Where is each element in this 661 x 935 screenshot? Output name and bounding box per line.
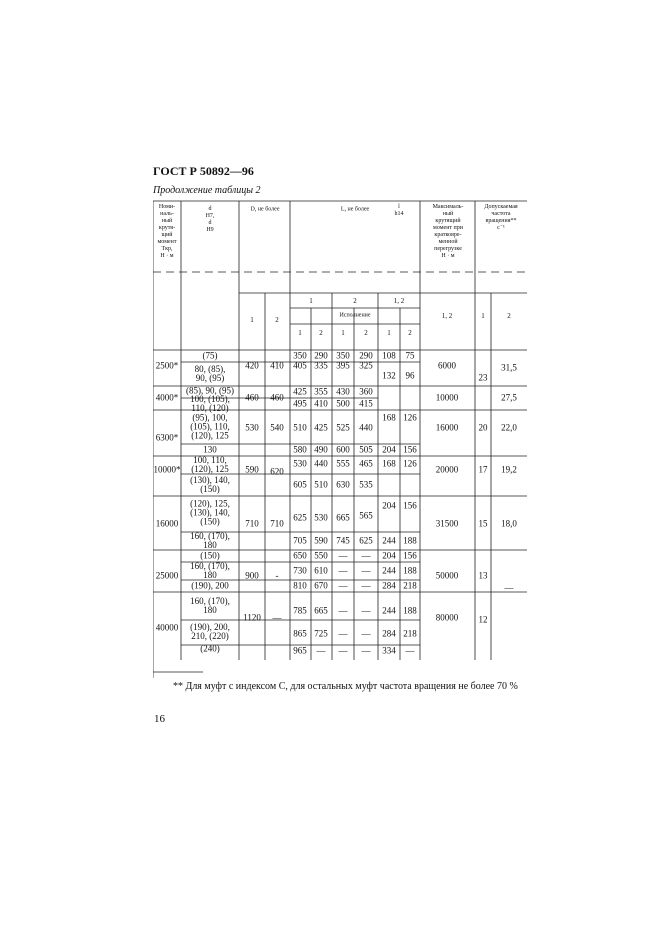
table-cell-L: — bbox=[361, 565, 371, 576]
table-cell-L: 625 bbox=[293, 512, 307, 523]
table-cell-D1: 900 bbox=[245, 570, 259, 581]
table-cell-L: 530 bbox=[293, 458, 307, 469]
table-cell-L: 355 bbox=[314, 386, 328, 397]
data-table bbox=[153, 200, 527, 678]
table-cell-L: 565 bbox=[359, 510, 373, 521]
table-cell-L: 505 bbox=[359, 444, 373, 455]
table-cell-d: (190), 200 bbox=[191, 580, 229, 591]
table-cell-l: 244 bbox=[382, 535, 396, 546]
table-cell-D1: 1120 bbox=[243, 612, 261, 623]
table-cell-L: 290 bbox=[314, 350, 328, 361]
table-cell-L: 705 bbox=[293, 535, 307, 546]
table-cell-speed-1: 17 bbox=[478, 464, 488, 475]
table-cell-L: — bbox=[361, 550, 371, 561]
header-v5: 1 bbox=[387, 329, 391, 337]
table-cell-l: 204 bbox=[382, 550, 396, 561]
table-cell-l: 284 bbox=[382, 580, 396, 591]
table-cell-d: 100, (105), 110, (120) bbox=[190, 394, 230, 413]
table-cell-L: — bbox=[316, 645, 326, 656]
table-cell-D2: 620 bbox=[270, 466, 284, 477]
table-cell-l: 108 bbox=[382, 350, 396, 361]
table-cell-D2: 460 bbox=[270, 392, 284, 403]
table-cell-d: (240) bbox=[200, 643, 220, 654]
header-v6: 2 bbox=[408, 329, 412, 337]
header-speed-1: 1 bbox=[481, 312, 485, 320]
table-cell-L: 405 bbox=[293, 360, 307, 371]
footnote: ** Для муфт с индексом С, для остальных муфт частота вращения не более 70 % bbox=[173, 681, 518, 692]
table-cell-D1: 710 bbox=[245, 518, 259, 529]
table-cell-L: 650 bbox=[293, 550, 307, 561]
header-L: L, не более bbox=[340, 206, 370, 213]
table-cell-l: 204 bbox=[382, 500, 396, 511]
table-cell-L: — bbox=[361, 605, 371, 616]
table-cell-d: (130), 140, (150) bbox=[190, 475, 230, 494]
table-cell-L: 670 bbox=[314, 580, 328, 591]
table-cell-d: (75) bbox=[202, 350, 218, 361]
table-cell-max-torque: 10000 bbox=[435, 392, 459, 403]
table-cell-d: 100, 110, (120), 125 bbox=[191, 455, 229, 474]
table-cell-L: 350 bbox=[336, 350, 350, 361]
table-cell-l: 75 bbox=[405, 350, 415, 361]
table-cell-L: 410 bbox=[314, 398, 328, 409]
table-cell-L: 350 bbox=[293, 350, 307, 361]
table-cell-D2: 540 bbox=[270, 422, 284, 433]
table-cell-d: 160, (170), 180 bbox=[190, 561, 230, 580]
table-cell-l: 156 bbox=[403, 500, 417, 511]
table-cell-speed-2: 19,2 bbox=[501, 464, 517, 475]
table-cell-L: 395 bbox=[336, 360, 350, 371]
table-cell-L: 865 bbox=[293, 628, 307, 639]
table-cell-d: 80, (85), 90, (95) bbox=[194, 364, 226, 383]
row-torque: 16000 bbox=[155, 518, 179, 529]
table-cell-l: 244 bbox=[382, 605, 396, 616]
table-cell-L: 600 bbox=[336, 444, 350, 455]
table-cell-speed-1: 15 bbox=[478, 518, 488, 529]
row-torque: 40000 bbox=[155, 622, 179, 633]
header-v2: 2 bbox=[319, 329, 323, 337]
table-cell-L: 745 bbox=[336, 535, 350, 546]
table-cell-L: — bbox=[338, 628, 348, 639]
table-cell-L: — bbox=[361, 580, 371, 591]
table-cell-L: 625 bbox=[359, 535, 373, 546]
table-cell-d: 130 bbox=[203, 444, 217, 455]
table-cell-speed-2: 18,0 bbox=[501, 518, 517, 529]
table-cell-L: 465 bbox=[359, 458, 373, 469]
table-cell-L: 785 bbox=[293, 605, 307, 616]
table-cell-L: — bbox=[338, 565, 348, 576]
table-cell-D1: 460 bbox=[245, 392, 259, 403]
table-cell-L: 430 bbox=[336, 386, 350, 397]
table-cell-l: 284 bbox=[382, 628, 396, 639]
table-cell-max-torque: 16000 bbox=[435, 422, 459, 433]
table-cell-l: 96 bbox=[405, 370, 415, 381]
table-cell-l: 156 bbox=[403, 444, 417, 455]
table-cell-speed-1: 23 bbox=[478, 372, 488, 383]
table-cell-L: 535 bbox=[359, 479, 373, 490]
table-cell-L: 500 bbox=[336, 398, 350, 409]
table-cell-L: — bbox=[338, 645, 348, 656]
table-cell-D2: 410 bbox=[270, 360, 284, 371]
row-torque: 25000 bbox=[155, 570, 179, 581]
table-caption: Продолжение таблицы 2 bbox=[153, 185, 261, 196]
page-number: 16 bbox=[154, 713, 165, 725]
table-cell-l: 218 bbox=[403, 628, 417, 639]
header-speed: Допускаемая частота вращения** с⁻¹ bbox=[484, 204, 518, 231]
table-cell-max-torque: 20000 bbox=[435, 464, 459, 475]
header-v1: 1 bbox=[298, 329, 302, 337]
table-cell-d: 160, (170), 180 bbox=[190, 531, 230, 550]
table-cell-L: 725 bbox=[314, 628, 328, 639]
table-cell-D1: 590 bbox=[245, 464, 259, 475]
table-cell-L: 495 bbox=[293, 398, 307, 409]
table-cell-L: 530 bbox=[314, 512, 328, 523]
table-cell-D1: 420 bbox=[245, 360, 259, 371]
table-cell-d: 160, (170), 180 bbox=[190, 596, 230, 615]
table-cell-L: — bbox=[338, 550, 348, 561]
table-cell-l: — bbox=[405, 645, 415, 656]
table-cell-L: 440 bbox=[359, 422, 373, 433]
table-cell-max-torque: 31500 bbox=[435, 518, 459, 529]
header-speed-2: 2 bbox=[507, 312, 511, 320]
table-cell-speed-2: — bbox=[504, 582, 514, 593]
table-cell-L: — bbox=[338, 580, 348, 591]
table-cell-L: 580 bbox=[293, 444, 307, 455]
table-cell-max-torque: 80000 bbox=[435, 612, 459, 623]
table-cell-speed-2: 22,0 bbox=[501, 422, 517, 433]
row-torque: 10000* bbox=[153, 464, 181, 475]
table-cell-D1: 530 bbox=[245, 422, 259, 433]
header-variant: Исполнение bbox=[339, 312, 371, 319]
header-torque: Номи- наль- ный крутя- щий момент Tкр, Н · м bbox=[157, 204, 177, 259]
header-group-12: 1, 2 bbox=[393, 297, 405, 305]
header-v3: 1 bbox=[341, 329, 345, 337]
header-d: d Н7, d Н9 bbox=[205, 206, 215, 233]
header-D1: 1 bbox=[250, 316, 254, 324]
table-cell-l: 244 bbox=[382, 565, 396, 576]
table-cell-speed-2: 27,5 bbox=[501, 392, 517, 403]
table-cell-l: 188 bbox=[403, 565, 417, 576]
table-cell-max-torque: 6000 bbox=[438, 360, 456, 371]
table-cell-L: 810 bbox=[293, 580, 307, 591]
table-cell-l: 188 bbox=[403, 535, 417, 546]
table-cell-speed-1: 12 bbox=[478, 614, 488, 625]
table-cell-l: 126 bbox=[403, 458, 417, 469]
row-torque: 4000* bbox=[155, 392, 179, 403]
table-cell-L: — bbox=[361, 645, 371, 656]
table-cell-L: 510 bbox=[314, 479, 328, 490]
table-cell-d: (120), 125, (130), 140, (150) bbox=[190, 498, 230, 527]
table-cell-speed-1: 13 bbox=[478, 570, 488, 581]
table-cell-L: 630 bbox=[336, 479, 350, 490]
header-group-2: 2 bbox=[353, 297, 357, 305]
table-cell-l: 188 bbox=[403, 605, 417, 616]
table-cell-L: — bbox=[361, 628, 371, 639]
table-cell-L: — bbox=[338, 605, 348, 616]
table-cell-L: 665 bbox=[336, 512, 350, 523]
table-cell-L: 425 bbox=[293, 386, 307, 397]
table-cell-L: 360 bbox=[359, 386, 373, 397]
table-cell-L: 425 bbox=[314, 422, 328, 433]
table-cell-L: 490 bbox=[314, 444, 328, 455]
table-cell-L: 525 bbox=[336, 422, 350, 433]
table-cell-L: 965 bbox=[293, 645, 307, 656]
table-cell-L: 290 bbox=[359, 350, 373, 361]
table-cell-l: 126 bbox=[403, 412, 417, 423]
table-cell-l: 156 bbox=[403, 550, 417, 561]
table-cell-speed-1: 20 bbox=[478, 422, 488, 433]
table-cell-L: 730 bbox=[293, 565, 307, 576]
table-cell-speed-2: 31,5 bbox=[501, 362, 517, 373]
table-cell-d: (85), 90, (95) bbox=[186, 385, 234, 396]
table-cell-l: 168 bbox=[382, 458, 396, 469]
header-v4: 2 bbox=[364, 329, 368, 337]
table-cell-L: 325 bbox=[359, 360, 373, 371]
table-cell-l: 204 bbox=[382, 444, 396, 455]
table-cell-l: 334 bbox=[382, 645, 396, 656]
table-cell-L: 510 bbox=[293, 422, 307, 433]
table-cell-L: 550 bbox=[314, 550, 328, 561]
table-cell-D2: — bbox=[272, 612, 282, 623]
table-cell-l: 218 bbox=[403, 580, 417, 591]
table-cell-l: 168 bbox=[382, 412, 396, 423]
table-cell-D2: - bbox=[275, 570, 279, 581]
table-cell-L: 440 bbox=[314, 458, 328, 469]
table-cell-D2: 710 bbox=[270, 518, 284, 529]
table-cell-max-torque: 50000 bbox=[435, 570, 459, 581]
row-torque: 2500* bbox=[155, 360, 179, 371]
table-cell-L: 335 bbox=[314, 360, 328, 371]
table-cell-L: 415 bbox=[359, 398, 373, 409]
table-cell-L: 605 bbox=[293, 479, 307, 490]
table-cell-d: (150) bbox=[200, 550, 220, 561]
header-D2: 2 bbox=[275, 316, 279, 324]
header-D: D, не более bbox=[250, 206, 280, 213]
table-cell-d: (190), 200, 210, (220) bbox=[190, 622, 230, 641]
table-cell-L: 555 bbox=[336, 458, 350, 469]
document-title: ГОСТ Р 50892—96 bbox=[153, 164, 254, 178]
table-cell-l: 132 bbox=[382, 370, 396, 381]
header-max-torque: Максималь- ный крутящий момент при кратковре- менной перегрузке Н · м bbox=[432, 204, 464, 259]
table-cell-d: (95), 100, (105), 110, (120), 125 bbox=[190, 412, 230, 441]
table-cell-L: 590 bbox=[314, 535, 328, 546]
table-cell-L: 610 bbox=[314, 565, 328, 576]
header-l: l h14 bbox=[394, 204, 404, 217]
row-torque: 6300* bbox=[155, 432, 179, 443]
header-max-torque-variant: 1, 2 bbox=[441, 312, 453, 320]
table-cell-L: 665 bbox=[314, 605, 328, 616]
header-group-1: 1 bbox=[309, 297, 313, 305]
